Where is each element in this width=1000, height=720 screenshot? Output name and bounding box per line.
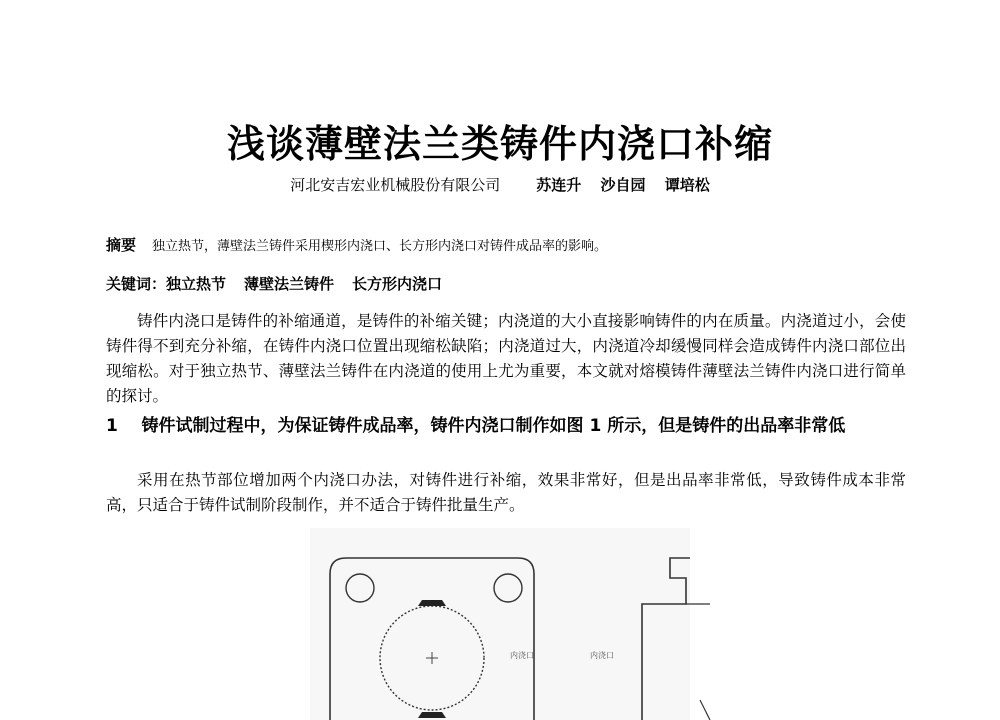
section-number: 1: [106, 416, 118, 436]
author: 沙自园: [600, 176, 646, 194]
byline: [0, 175, 1000, 195]
section-heading: [106, 414, 906, 438]
gate-label: 内浇口: [510, 651, 534, 660]
scan-shade: [310, 528, 690, 720]
keywords: [106, 274, 906, 294]
affiliation: 河北安吉宏业机械股份有限公司: [290, 176, 501, 194]
section-title: 铸件试制过程中，为保证铸件成品率，铸件内浇口制作如图 1 所示，但是铸件的出品率非常低: [141, 416, 846, 436]
gate-label: 内浇口: [590, 651, 614, 660]
abstract-label: 摘要: [106, 236, 137, 254]
keywords-label: 关键词：: [106, 275, 167, 293]
author-list: [536, 176, 710, 194]
figure-1-drawing: [290, 528, 730, 720]
side-profile-edge: [700, 700, 710, 720]
abstract-text: 独立热节，薄壁法兰铸件采用楔形内浇口、长方形内浇口对铸件成品率的影响。: [152, 239, 608, 254]
author: 谭培松: [664, 176, 710, 194]
section-paragraph: 采用在热节部位增加两个内浇口办法，对铸件进行补缩，效果非常好，但是出品率非常低，导致铸件成本非常高，只适合于铸件试制阶段制作，并不适合于铸件批量生产。: [106, 471, 906, 514]
bottom-gate: [418, 712, 446, 718]
abstract: [106, 236, 906, 256]
intro-paragraph: 铸件内浇口是铸件的补缩通道，是铸件的补缩关键；内浇道的大小直接影响铸件的内在质量。内浇道过小，会使铸件得不到充分补缩，在铸件内浇口位置出现缩松缺陷；内浇道过大，内浇道冷却缓慢同样会造成铸件内浇口部位出现缩松。对于独立热节、薄壁法兰铸件在内浇道的使用上尤为重要，本文就对熔模铸件薄壁法兰铸件内浇口进行简单的探讨。: [106, 312, 906, 405]
keyword: 独立热节: [166, 275, 227, 293]
top-gate: [418, 600, 446, 606]
keyword: 薄壁法兰铸件: [244, 275, 335, 293]
paper-title: 浅谈薄壁法兰类铸件内浇口补缩: [226, 122, 773, 166]
keyword: 长方形内浇口: [352, 275, 443, 293]
author: 苏连升: [536, 176, 582, 194]
